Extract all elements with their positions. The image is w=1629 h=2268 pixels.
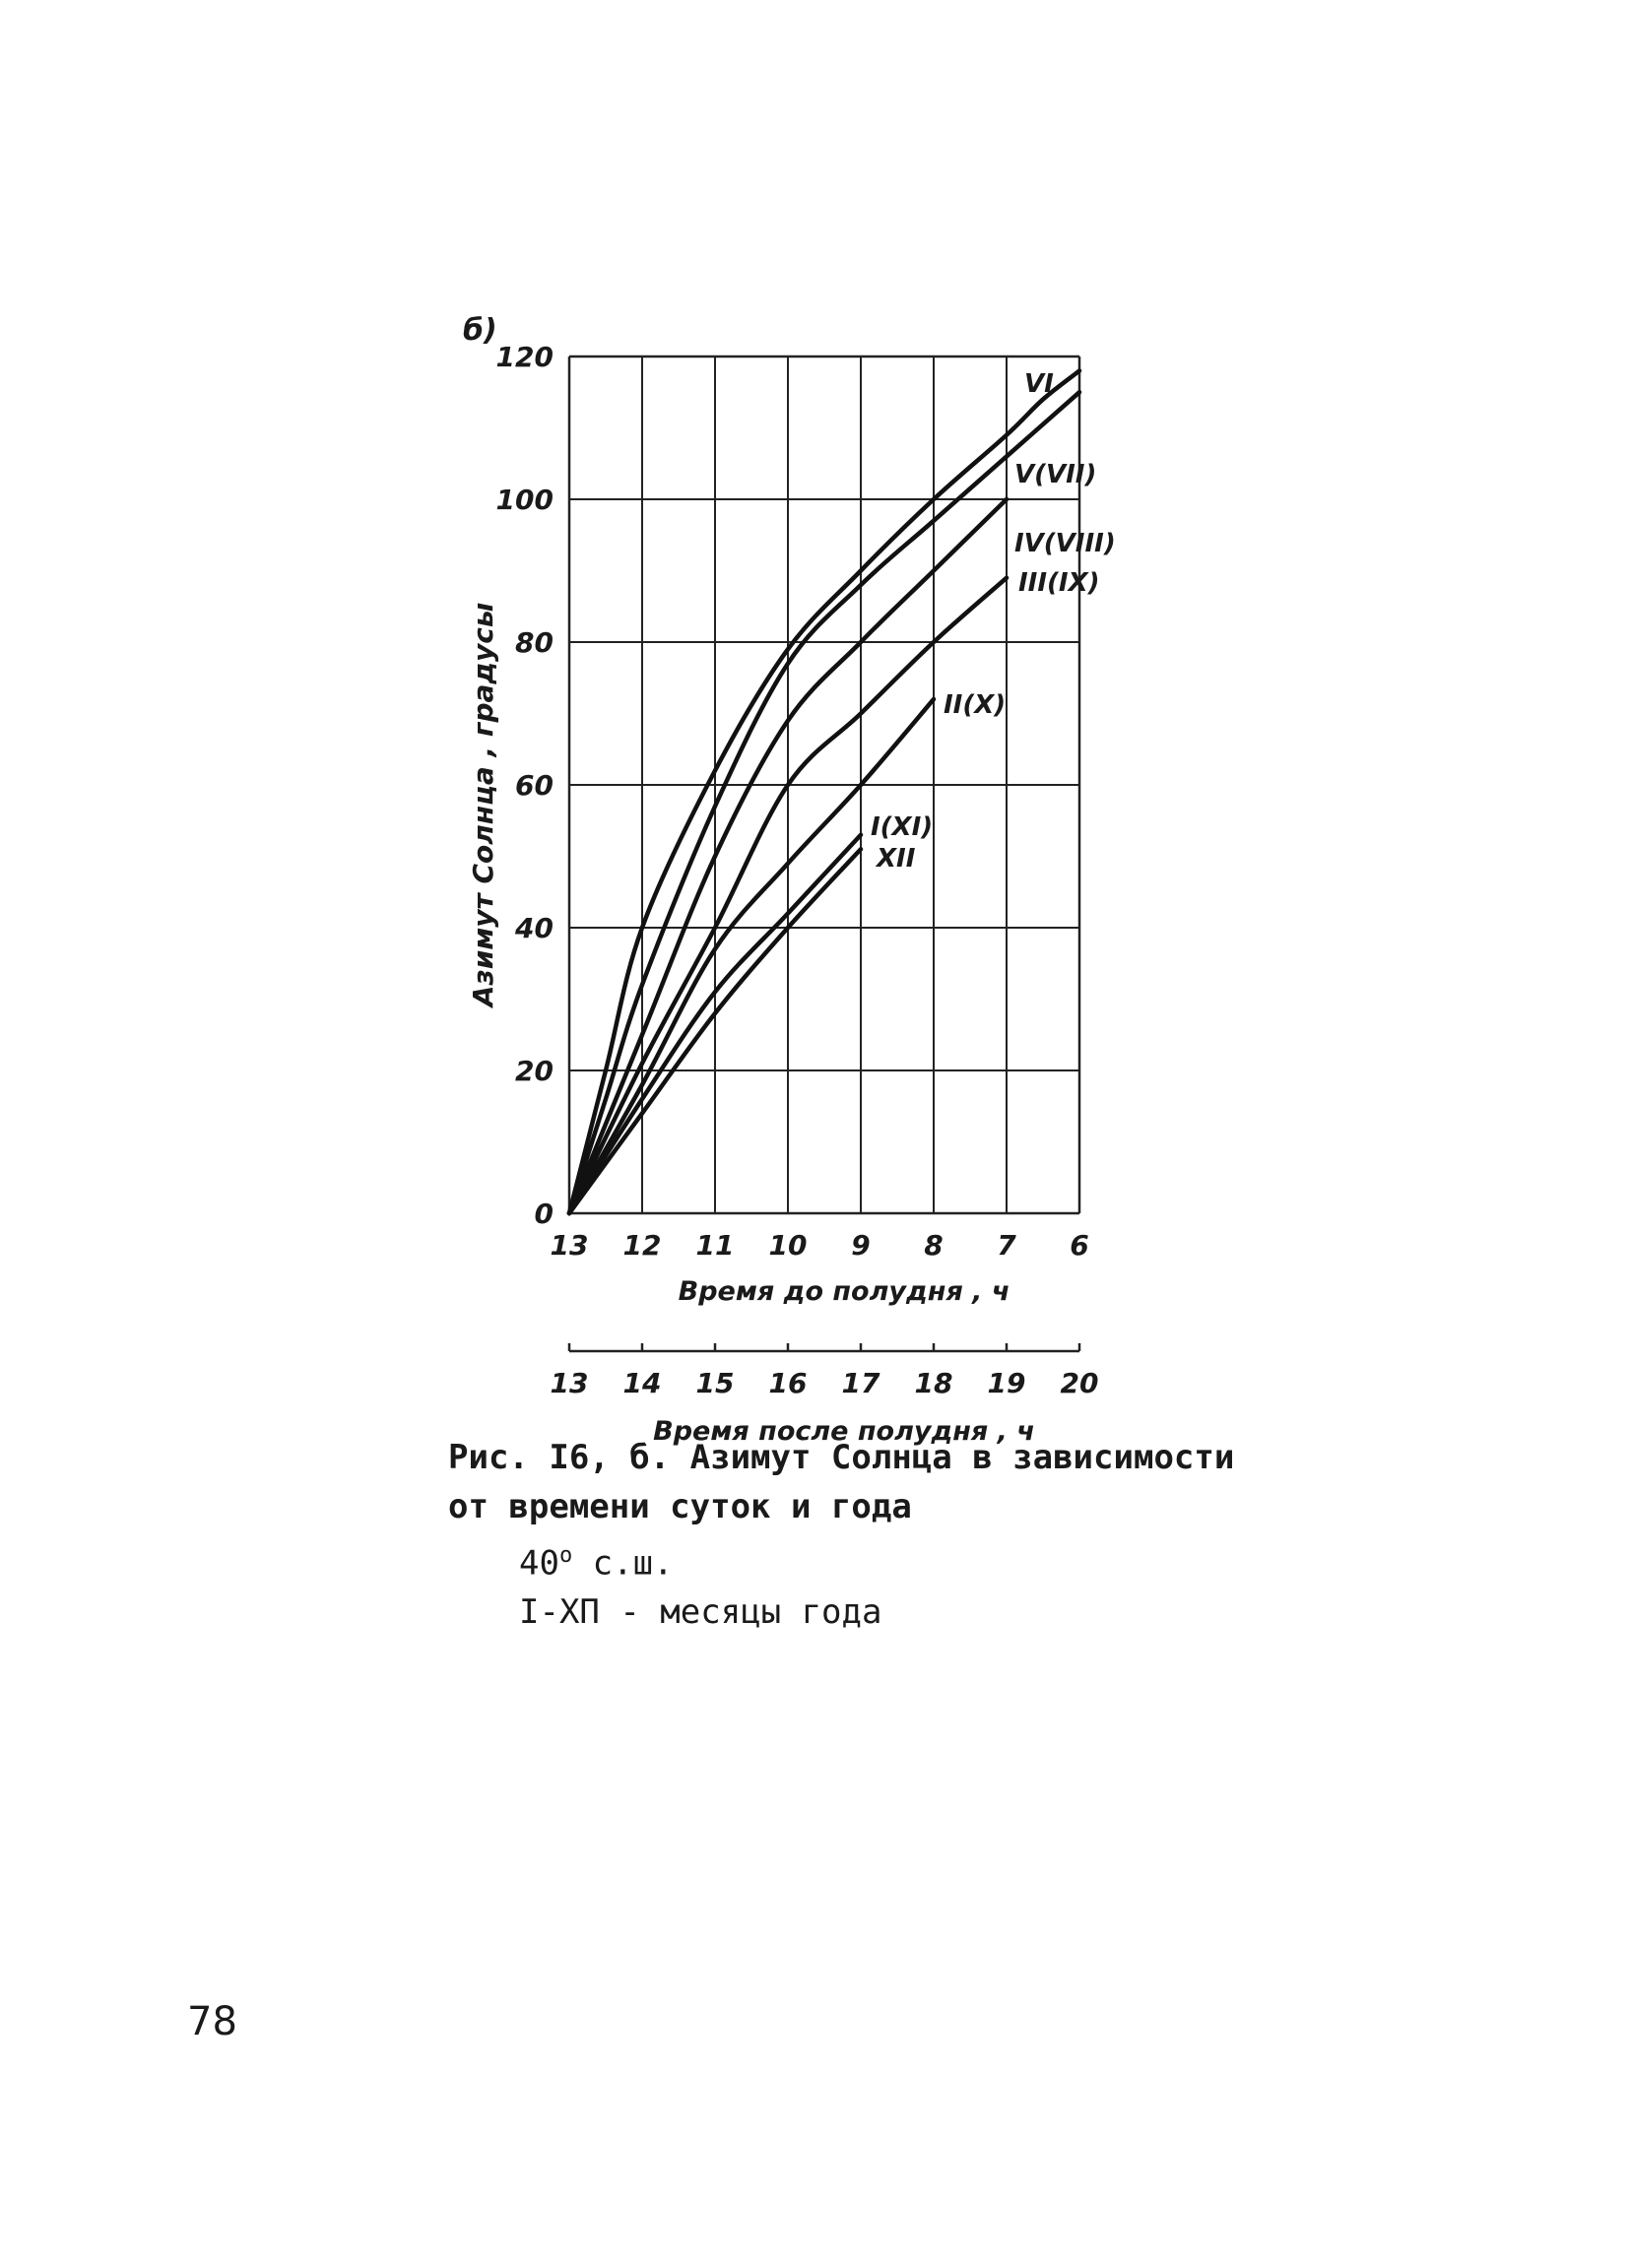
series-label: III(IX) xyxy=(1018,568,1100,598)
x-tick-label-top: 12 xyxy=(622,1229,662,1262)
x-tick-label-bottom: 16 xyxy=(768,1367,808,1399)
y-tick-label: 80 xyxy=(515,626,554,659)
y-tick-label: 120 xyxy=(495,341,554,373)
y-tick-label: 0 xyxy=(534,1198,554,1230)
caption-line-3 xyxy=(448,1531,1234,1588)
chart-labels xyxy=(463,313,1116,1447)
series-label: V(VII) xyxy=(1014,460,1097,489)
x-tick-label-top: 7 xyxy=(997,1229,1016,1262)
figure-caption xyxy=(448,1433,1234,1637)
series-line xyxy=(569,371,1079,1214)
caption-latitude-value: 40 xyxy=(519,1543,559,1584)
y-tick-label: 20 xyxy=(515,1055,554,1087)
x-axis-label-top: Время до полудня , ч xyxy=(678,1276,1010,1307)
chart-series xyxy=(569,371,1079,1214)
x-tick-label-top: 10 xyxy=(768,1229,808,1262)
caption-line-2: от времени суток и года xyxy=(448,1487,912,1526)
y-tick-label: 40 xyxy=(515,912,554,944)
caption-line-1: Рис. I6, б. Азимут Солнца в зависимости xyxy=(448,1438,1235,1477)
x-tick-label-bottom: 13 xyxy=(550,1367,589,1399)
x-tick-label-top: 6 xyxy=(1070,1229,1089,1262)
y-tick-label: 100 xyxy=(495,484,554,516)
y-axis-label: Азимут Солнца , градусы xyxy=(467,602,499,1007)
x-tick-label-bottom: 15 xyxy=(695,1367,735,1399)
series-label: IV(VIII) xyxy=(1014,529,1116,558)
caption-degree-sign: о xyxy=(558,1543,573,1568)
x-tick-label-top: 13 xyxy=(550,1229,589,1262)
y-tick-label: 60 xyxy=(515,769,554,802)
series-label: XII xyxy=(877,844,916,874)
x-tick-label-top: 11 xyxy=(695,1229,735,1262)
x-tick-label-bottom: 20 xyxy=(1060,1367,1099,1399)
series-label: II(X) xyxy=(944,690,1007,720)
x-tick-label-bottom: 14 xyxy=(622,1367,662,1399)
caption-line-4: I-XП - месяцы года xyxy=(519,1592,882,1633)
x-tick-label-bottom: 17 xyxy=(841,1367,880,1399)
panel-label: б) xyxy=(463,313,497,348)
x-axis-label-bottom: Время после полудня , ч xyxy=(653,1416,1035,1447)
x-tick-label-top: 8 xyxy=(924,1229,944,1262)
caption-latitude-rest: с.ш. xyxy=(572,1543,674,1584)
series-label: I(XI) xyxy=(871,812,934,842)
page-number: 78 xyxy=(187,1999,237,2044)
series-label: VI xyxy=(1024,369,1054,399)
chart-grid xyxy=(569,356,1079,1213)
x-tick-label-bottom: 19 xyxy=(987,1367,1026,1399)
x-tick-label-bottom: 18 xyxy=(914,1367,953,1399)
x-tick-label-top: 9 xyxy=(851,1229,871,1262)
